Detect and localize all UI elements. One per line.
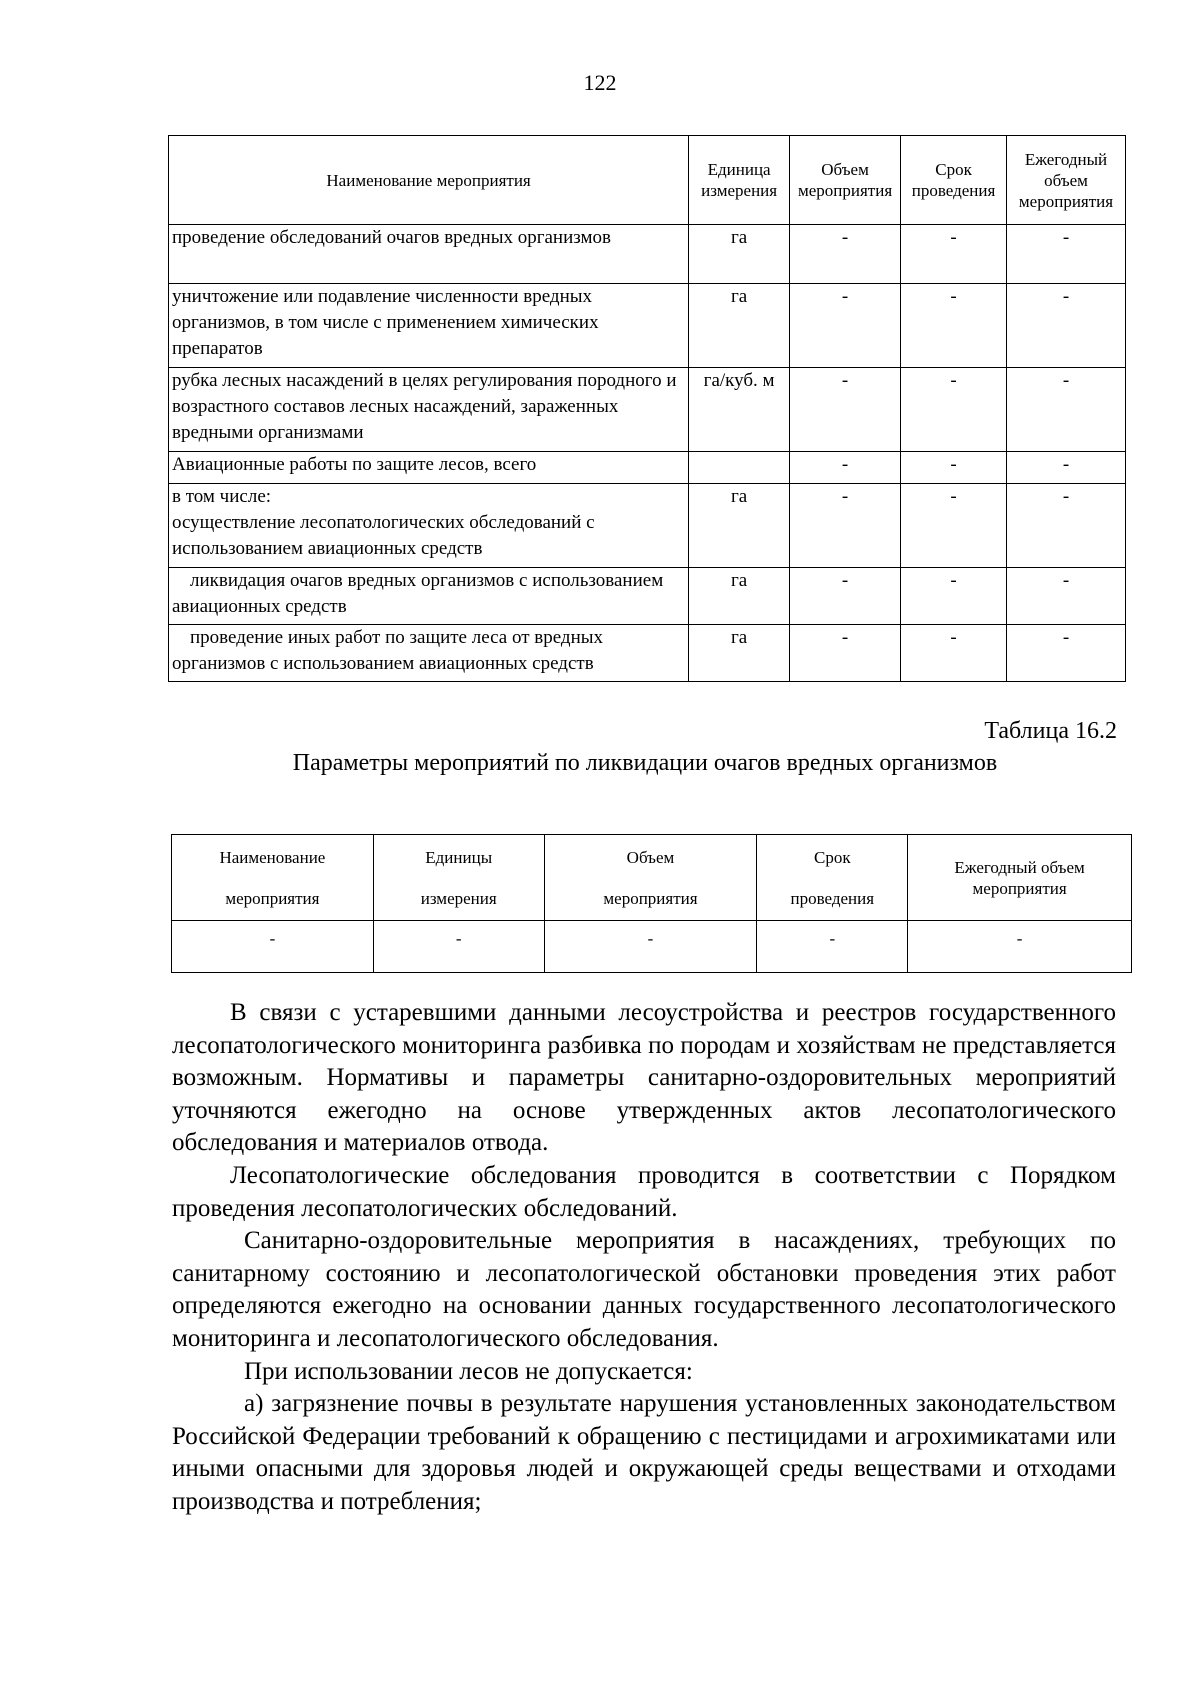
row-unit	[689, 452, 790, 484]
header-name-bottom: мероприятия	[225, 888, 320, 908]
header-term: Срок проведения	[901, 136, 1007, 225]
paragraph: а) загрязнение почвы в результате нарушения установленных законодательством Российской Федерации требований к обращению с пестицидами и агрохимикатами или иными опасными для здоровья людей и окружающей среды веществами и отходами производства и потребления;	[172, 1390, 1116, 1515]
header-volume-top: Объем	[626, 847, 675, 867]
row-term: -	[901, 625, 1007, 682]
paragraph: В связи с устаревшими данными лесоустройства и реестров государственного лесопатологического мониторинга разбивка по породам и хозяйствам не представляется возможным. Нормативы и параметры санитарно-оздоровительных мероприятий уточняются ежегодно на основе утвержденных актов лесопатологического обследования и материалов отвода.	[172, 999, 1116, 1157]
header-annual: Ежегодный объем мероприятия	[1007, 136, 1126, 225]
header-volume	[544, 835, 757, 921]
table-row	[169, 484, 1126, 568]
header-volume-bottom: мероприятия	[603, 888, 698, 908]
cell-volume: -	[544, 921, 757, 973]
table-row	[169, 452, 1126, 484]
header-unit	[373, 835, 544, 921]
header-unit-top: Единицы	[425, 847, 493, 867]
header-name	[172, 835, 374, 921]
table-row	[169, 225, 1126, 284]
row-term: -	[901, 368, 1007, 452]
table-row	[169, 368, 1126, 452]
row-name: проведение иных работ по защите леса от вредных организмов с использованием авиационных средств	[169, 625, 689, 682]
page-number: 122	[583, 70, 617, 95]
measures-table	[168, 135, 1126, 682]
row-annual: -	[1007, 625, 1126, 682]
row-term: -	[901, 284, 1007, 368]
table-row	[169, 625, 1126, 682]
header-term-top: Срок	[813, 847, 851, 867]
row-volume: -	[790, 484, 901, 568]
parameters-table	[171, 834, 1132, 973]
table-row	[169, 284, 1126, 368]
table-title: Параметры мероприятий по ликвидации очагов вредных организмов	[292, 750, 998, 776]
row-term: -	[901, 484, 1007, 568]
row-volume: -	[790, 625, 901, 682]
row-annual: -	[1007, 452, 1126, 484]
row-volume: -	[790, 368, 901, 452]
row-name: уничтожение или подавление численности вредных организмов, в том числе с применением химических препаратов	[169, 284, 689, 368]
table-header-row	[169, 136, 1126, 225]
paragraph: При использовании лесов не допускается:	[244, 1357, 693, 1385]
row-annual: -	[1007, 568, 1126, 625]
header-name: Наименование мероприятия	[169, 136, 689, 225]
header-annual-top: Ежегодный объем	[954, 857, 1085, 877]
row-name: проведение обследований очагов вредных организмов	[169, 225, 689, 284]
header-annual	[908, 835, 1132, 921]
body-text	[172, 997, 1116, 1519]
header-term-bottom: проведения	[790, 888, 875, 908]
row-name: осуществление лесопатологических обследований с использованием авиационных средств	[172, 512, 595, 559]
row-volume: -	[790, 568, 901, 625]
row-unit: га	[689, 284, 790, 368]
table-caption: Таблица 16.2	[984, 718, 1117, 744]
header-unit-bottom: измерения	[420, 888, 497, 908]
header-annual-bottom: мероприятия	[972, 878, 1067, 898]
row-annual: -	[1007, 284, 1126, 368]
row-name: рубка лесных насаждений в целях регулирования породного и возрастного составов лесных насаждений, зараженных вредными организмами	[169, 368, 689, 452]
row-unit: га	[689, 484, 790, 568]
header-name-top: Наименование	[219, 847, 326, 867]
cell-unit: -	[373, 921, 544, 973]
cell-term: -	[757, 921, 908, 973]
row-unit: га	[689, 625, 790, 682]
table-row	[169, 568, 1126, 625]
paragraph: Санитарно-оздоровительные мероприятия в насаждениях, требующих по санитарному состоянию и лесопатологической обстановки проведения этих работ определяются ежегодно на основании данных государственного лесопатологического мониторинга и лесопатологического обследования.	[172, 1227, 1116, 1352]
row-annual: -	[1007, 484, 1126, 568]
row-name-prefix: в том числе:	[172, 486, 272, 507]
row-term: -	[901, 225, 1007, 284]
cell-annual: -	[908, 921, 1132, 973]
row-term: -	[901, 452, 1007, 484]
row-name: ликвидация очагов вредных организмов с использованием авиационных средств	[169, 568, 689, 625]
cell-name: -	[172, 921, 374, 973]
row-volume: -	[790, 284, 901, 368]
header-unit: Единица измерения	[689, 136, 790, 225]
row-unit: га	[689, 225, 790, 284]
row-annual: -	[1007, 368, 1126, 452]
row-unit: га/куб. м	[689, 368, 790, 452]
row-annual: -	[1007, 225, 1126, 284]
row-unit: га	[689, 568, 790, 625]
row-volume: -	[790, 225, 901, 284]
header-volume: Объем мероприятия	[790, 136, 901, 225]
table-row	[172, 921, 1132, 973]
row-name: Авиационные работы по защите лесов, всего	[169, 452, 689, 484]
table-header-row	[172, 835, 1132, 921]
row-volume: -	[790, 452, 901, 484]
row-name-cell	[169, 484, 689, 568]
paragraph: Лесопатологические обследования проводится в соответствии с Порядком проведения лесопатологических обследований.	[172, 1161, 1116, 1222]
header-term	[757, 835, 908, 921]
row-term: -	[901, 568, 1007, 625]
